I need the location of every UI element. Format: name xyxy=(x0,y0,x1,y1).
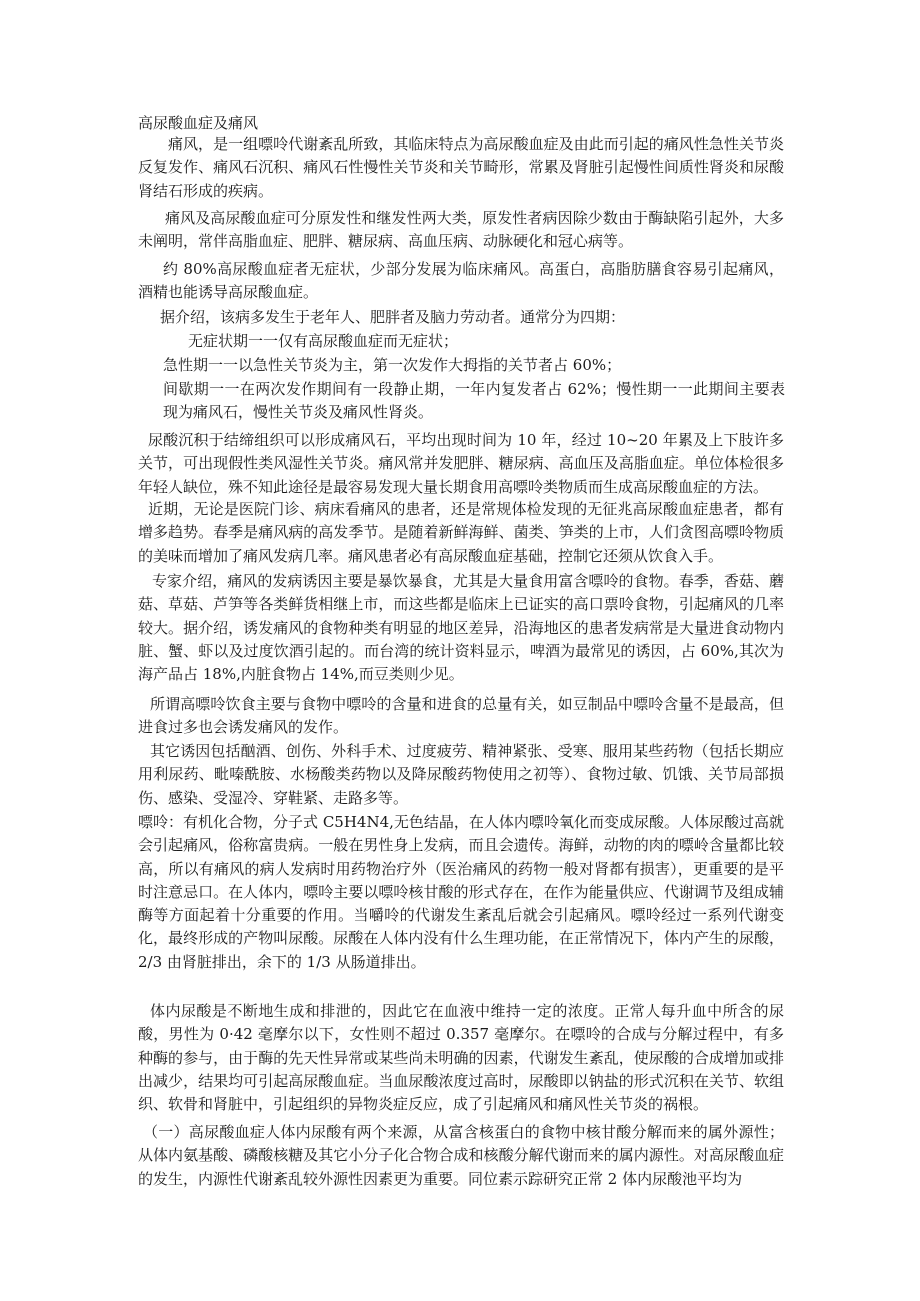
paragraph-tophus: 尿酸沉积于结缔组织可以形成痛风石，平均出现时间为 10 年，经过 10~20 年累及上下肢许多关节，可出现假性类风湿性关节炎。痛风常并发肥胖、糖尿病、高血压及高脂血症。单位体检很多年轻人缺位，殊不知此途径是最容易发现大量长期食用高嘌呤类物质而生成高尿酸血症的方法。 xyxy=(138,431,784,496)
paragraph-classification: 痛风及高尿酸血症可分原发性和继发性两大类，原发性者病因除少数由于酶缺陷引起外，大多未阐明，常伴高脂血症、肥胖、糖尿病、高血压病、动脉硬化和冠心病等。 xyxy=(138,209,784,251)
paragraph-high-purine-diet: 所谓高嘌呤饮食主要与食物中嘌呤的含量和进食的总量有关，如豆制品中嘌呤含量不是最高，但进食过多也会诱发痛风的发作。 xyxy=(138,695,784,737)
paragraph-gout-definition: 痛风，是一组嘌呤代谢紊乱所致，其临床特点为高尿酸血症及由此而引起的痛风性急性关节炎反复发作、痛风石沉积、痛风石性慢性关节炎和关节畸形，常累及肾脏引起慢性间质性肾炎和尿酸肾结石形成的疾病。 xyxy=(138,135,784,200)
stage-acute: 急性期一一以急性关节炎为主，第一次发作大拇指的关节者占 60%； xyxy=(163,356,622,374)
stage-intermittent-chronic: 间歇期一一在两次发作期间有一段静止期，一年内复发者占 62%；慢性期一一此期间主要表现为痛风石，慢性关节炎及痛风性肾炎。 xyxy=(163,380,785,422)
paragraph-four-stages-intro: 据介绍，该病多发生于老年人、肥胖者及脑力劳动者。通常分为四期： xyxy=(160,308,626,326)
paragraph-recent-trend: 近期，无论是医院门诊、病床看痛风的患者，还是常规体检发现的无征兆高尿酸血症患者，都有增多趋势。春季是痛风病的高发季节。是随着新鲜海鲜、菌类、笋类的上市，人们贪图高嘌呤物质的美味而增加了痛风发病几率。痛风患者必有高尿酸血症基础，控制它还须从饮食入手。 xyxy=(138,500,784,565)
paragraph-asymptomatic-ratio: 约 80%高尿酸血症者无症状，少部分发展为临床痛风。高蛋白，高脂肪膳食容易引起痛风，酒精也能诱导高尿酸血症。 xyxy=(138,260,784,302)
paragraph-other-triggers: 其它诱因包括酗酒、创伤、外科手术、过度疲劳、精神紧张、受寒、服用某些药物（包括长期应用利尿药、毗嗪酰胺、水杨酸类药物以及降尿酸药物使用之初等）、食物过敏、饥饿、关节局部损伤、感染、受湿冷、穿鞋紧、走路多等。 xyxy=(138,742,784,807)
paragraph-hyperuricemia-sources: （一）高尿酸血症人体内尿酸有两个来源，从富含核蛋白的食物中核甘酸分解而来的属外源性；从体内氨基酸、磷酸核糖及其它小分子化合物合成和核酸分解代谢而来的属内源性。对高尿酸血症的发生，内源性代谢紊乱较外源性因素更为重要。同位素示踪研究正常 2 体内尿酸池平均为 xyxy=(138,1123,784,1188)
paragraph-expert-intro: 专家介绍，痛风的发病诱因主要是暴饮暴食，尤其是大量食用富含嘌呤的食物。春季，香菇、蘑菇、草菇、芦笋等各类鲜货相继上市，而这些都是临床上已证实的高口票呤食物，引起痛风的几率较大。据介绍，诱发痛风的食物种类有明显的地区差异，沿海地区的患者发病常是大量进食动物内脏、蟹、虾以及过度饮酒引起的。而台湾的统计资料显示，啤酒为最常见的诱因，占 60%,其次为海产品占 18%,内脏食物占 14%,而豆类则少见。 xyxy=(138,572,784,684)
document-title: 高尿酸血症及痛风 xyxy=(138,114,259,132)
paragraph-uric-acid-level: 体内尿酸是不断地生成和排泄的，因此它在血液中维持一定的浓度。正常人每升血中所含的尿酸，男性为 0·42 毫摩尔以下，女性则不超过 0.357 毫摩尔。在嘌呤的合成与分解过程中，有多种酶的参与，由于酶的先天性异常或某些尚未明确的因素，代谢发生紊乱，使尿酸的合成增加或排出减少，结果均可引起高尿酸血症。当血尿酸浓度过高时，尿酸即以钠盐的形式沉积在关节、软组织、软骨和肾脏中，引起组织的异物炎症反应，成了引起痛风和痛风性关节炎的祸根。 xyxy=(138,1002,784,1114)
stage-asymptomatic: 无症状期一一仅有高尿酸血症而无症状； xyxy=(188,332,459,350)
paragraph-purine-definition: 嘌呤：有机化合物，分子式 C5H4N4,无色结晶，在人体内嘌呤氧化而变成尿酸。人体尿酸过高就会引起痛风，俗称富贵病。一般在男性身上发病，而且会遗传。海鲜，动物的肉的嘌岭含量都比较高，所以有痛风的病人发病时用药物治疗外（医治痛风的药物一般对肾都有损害），更重要的是平时注意忌口。在人体内，嘌呤主要以嘌呤核甘酸的形式存在，在作为能量供应、代谢调节及组成辅酶等方面起着十分重要的作用。当嚼呤的代谢发生紊乱后就会引起痛风。嘌呤经过一系列代谢变化，最终形成的产物叫尿酸。尿酸在人体内没有什么生理功能，在正常情况下，体内产生的尿酸，2/3 由肾脏排出，余下的 1/3 从肠道排出。 xyxy=(138,813,784,971)
